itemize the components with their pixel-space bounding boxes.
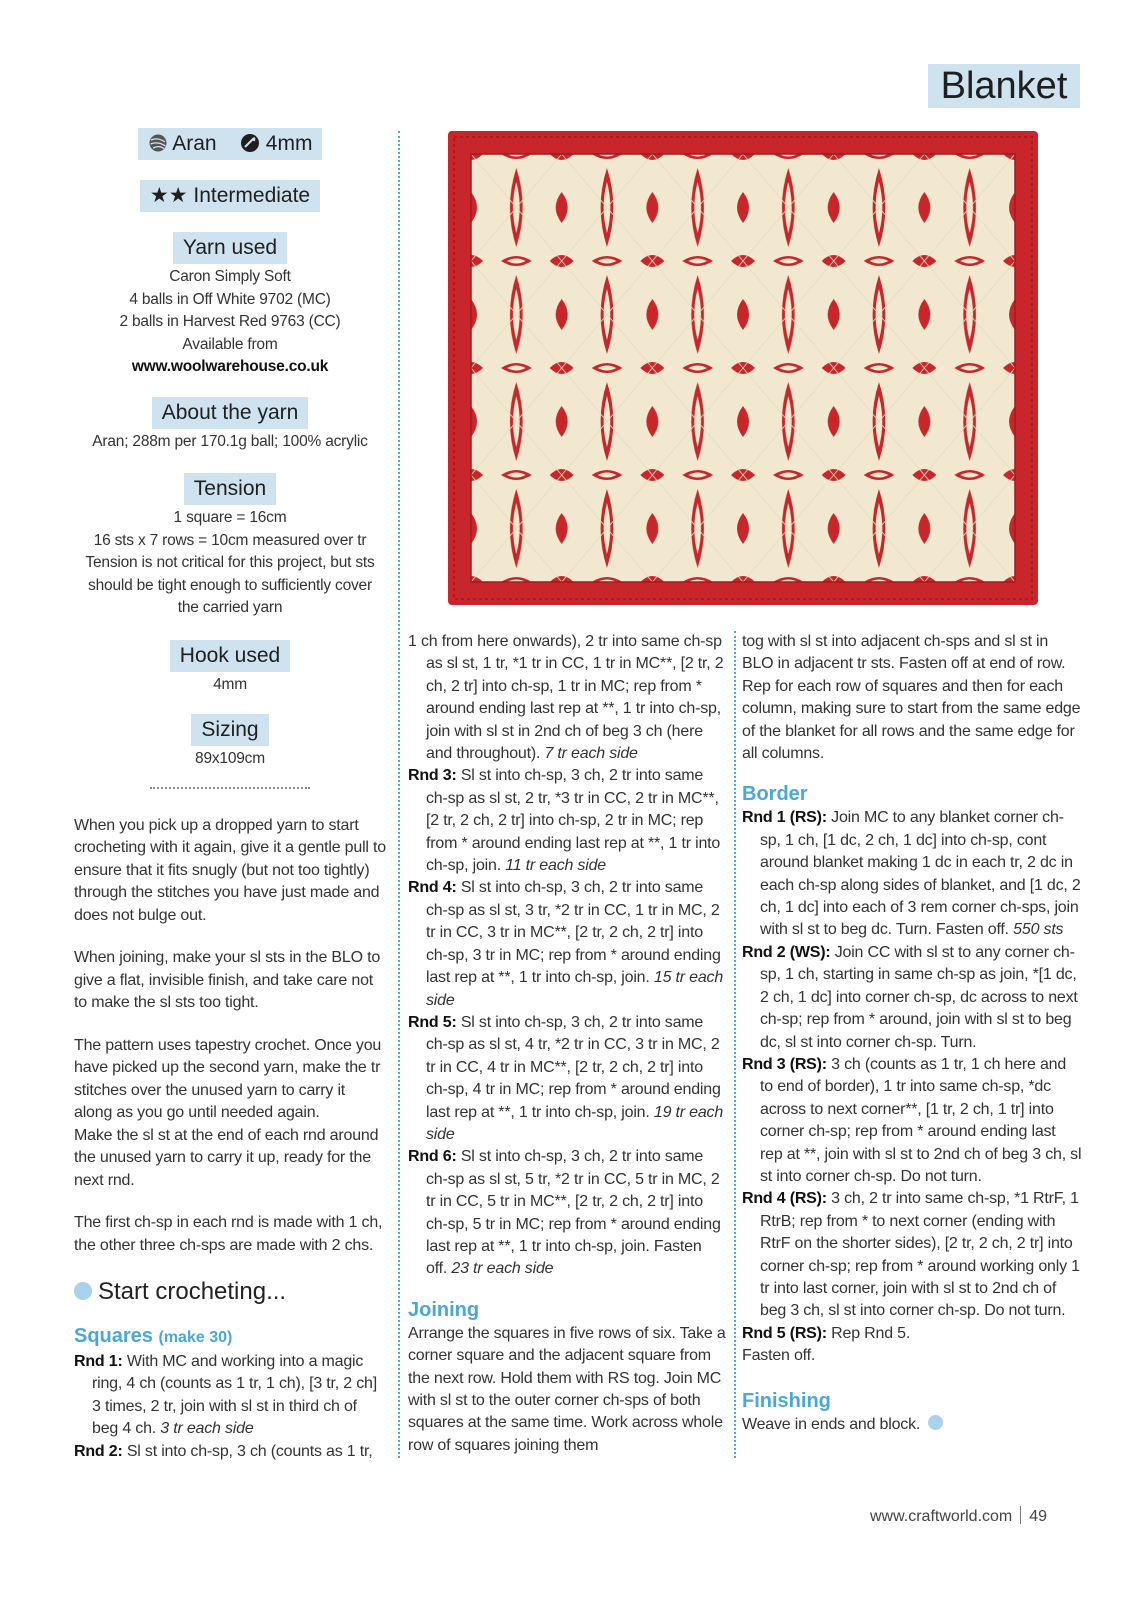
tension-heading: Tension [184, 473, 276, 505]
sizing-heading: Sizing [191, 714, 268, 746]
round-label: Rnd 1 (RS): [742, 809, 827, 827]
round-label: Rnd 5: [408, 1013, 457, 1031]
border-heading: Border [742, 783, 808, 806]
tension-block [74, 507, 386, 620]
yarn-weight-badge [138, 128, 323, 160]
hook-used-heading: Hook used [170, 640, 290, 672]
joining-text: Arrange the squares in five rows of six. Take a corner square and the adjacent square from the next row. Hold them with RS tog. Join MC with sl st to the outer corner ch-sps of both squares at the same time. Work across whole row of squares joining them [408, 1324, 726, 1454]
joining-text-cont: tog with sl st into adjacent ch-sps and sl st in BLO in adjacent tr sts. Fasten off at end of row. Rep for each row of squares and then for each column, making sure to start from the same edge of the blanket for all rows and the same edge for all columns. [742, 633, 1081, 763]
squares-round-6 [408, 1146, 726, 1280]
round-label: Rnd 5 (RS): [742, 1324, 827, 1342]
page-footer [870, 1506, 1047, 1526]
footer-divider [1020, 1506, 1021, 1524]
yarn-used-line: Available from [182, 335, 278, 353]
tip-paragraph: When joining, make your sl sts in the BLO to give a flat, invisible finish, and take care not to make the sl sts too tight. [74, 949, 381, 1011]
tip-paragraph: The pattern uses tapestry crochet. Once you have picked up the second yarn, make the tr stitches over the unused yarn to carry it along as you go until needed again. [74, 1036, 382, 1121]
tension-line: the carried yarn [177, 599, 283, 616]
border-round-3 [742, 1054, 1082, 1188]
yarn-weight: Aran [172, 132, 217, 155]
yarn-used-line: Caron Simply Soft [169, 268, 291, 285]
column-divider-left [398, 131, 400, 1458]
round-text: Join MC to any blanket corner ch-sp, 1 ch, [1 dc, 2 ch, 1 dc] into ch-sp, cont around blanket making 1 dc in each tr, 2 dc in each ch-sp along sides of blanket, and [1 dc, 2 ch, 1 dc] into each of 3 rem corner ch-sps, join with sl st to beg dc. Turn. Fasten off. [760, 809, 1081, 939]
yarn-used-line: 2 balls in Harvest Red 9763 (CC) [119, 313, 341, 330]
round-note: 15 tr each side [426, 969, 724, 1009]
tip-paragraph: Make the sl st at the end of each rnd around the unused yarn to carry it up, ready for the next rnd. [74, 1126, 379, 1189]
sizing-text: 89x109cm [195, 750, 265, 767]
yarn-shop-link[interactable]: www.woolwarehouse.co.uk [131, 358, 329, 375]
level-stars: ★★ [149, 184, 188, 207]
squares-round-2-start [74, 1441, 386, 1463]
round-note: 11 tr each side [505, 857, 606, 875]
yarn-used-block [74, 266, 386, 379]
round-text: Sl st into ch-sp, 3 ch, 2 tr into same ch-sp as sl st, 3 tr, *2 tr in CC, 1 tr in MC, 2 tr in CC, 3 tr in MC**, [2 tr, 2 ch, 2 tr] into ch-sp, 3 tr in MC; rep from * around ending last rep at **, 1 tr into ch-sp, join. [426, 879, 721, 987]
border-round-5 [742, 1323, 1082, 1345]
section-separator [150, 787, 310, 789]
footer-site[interactable]: www.craftworld.com [870, 1508, 1013, 1525]
yarn-used-line: 4 balls in Off White 9702 (MC) [129, 290, 331, 308]
round-text: Rep Rnd 5. [831, 1324, 911, 1342]
border-fasten-off: Fasten off. [742, 1347, 816, 1365]
tip-paragraph: The first ch-sp in each rnd is made with 1 ch, the other three ch-sps are made with 2 chs. [74, 1214, 383, 1254]
about-yarn-text: Aran; 288m per 170.1g ball; 100% acrylic [92, 432, 368, 450]
round-note: 550 sts [1013, 921, 1064, 939]
squares-heading [74, 1323, 386, 1351]
tip-paragraph: When you pick up a dropped yarn to start crocheting with it again, give it a gentle pull to ensure that it fits snugly (but not too tightly) through the stitches you have just made and does not bulge out. [74, 816, 386, 924]
right-column [742, 631, 1082, 1436]
round-text: Sl st into ch-sp, 3 ch (counts as 1 tr, [126, 1442, 373, 1460]
start-heading-text: Start crocheting... [98, 1278, 287, 1305]
round-label: Rnd 2: [74, 1442, 123, 1460]
hook-used-text: 4mm [213, 675, 247, 693]
tension-line: 1 square = 16cm [173, 509, 287, 526]
joining-heading: Joining [408, 1298, 480, 1321]
middle-column [408, 631, 726, 1457]
left-column [74, 128, 386, 1463]
round-label: Rnd 4 (RS): [742, 1190, 827, 1208]
yarn-ball-bullet-icon [74, 1282, 92, 1300]
round-text: 1 ch from here onwards), 2 tr into same ch-sp as sl st, 1 tr, *1 tr in CC, 1 tr in MC**, [2 tr, 2 ch, 2 tr] into ch-sp, 1 tr in MC; rep from * around ending last rep at **, 1 tr into ch-sp, join with sl st in 2nd ch of beg 3 ch (here and throughout). [408, 633, 724, 763]
round-text: 3 ch (counts as 1 tr, 1 ch here and to end of border), 1 tr into same ch-sp, *dc across to next corner**, [1 tr, 2 ch, 1 tr] into corner ch-sp; rep from * around ending last rep at **, join with sl st to 2nd ch of beg 3 ch, sl st into corner ch-sp. Do not turn. [760, 1055, 1082, 1185]
round-label: Rnd 2 (WS): [742, 943, 831, 961]
start-crocheting-heading [74, 1277, 386, 1307]
round-text: With MC and working into a magic ring, 4 ch (counts as 1 tr, 1 ch), [3 tr, 2 ch] 3 times, 2 tr, join with sl st in third ch of beg 4 ch. [92, 1353, 377, 1438]
end-yarn-ball-icon [928, 1415, 943, 1430]
column-divider-right [734, 631, 736, 1458]
border-round-1 [742, 807, 1082, 941]
blanket-photo [448, 131, 1038, 605]
round-label: Rnd 3 (RS): [742, 1055, 827, 1073]
round-text: Join CC with sl st to any corner ch-sp, 1 ch, starting in same ch-sp as join, *[1 dc, 2 ch, 1 dc] into corner ch-sp, dc across to next ch-sp; rep from * around, join with sl st to beg dc, sl st into corner ch-sp. Turn. [760, 943, 1078, 1051]
squares-round-3 [408, 765, 726, 877]
round-text: Sl st into ch-sp, 3 ch, 2 tr into same ch-sp as sl st, 4 tr, *2 tr in CC, 3 tr in MC, 2 tr in CC, 4 tr in MC**, [2 tr, 2 ch, 2 tr] into ch-sp, 4 tr in MC; rep from * around ending last rep at **, 1 tr into ch-sp, join. [426, 1013, 721, 1121]
tension-line: 16 sts x 7 rows = 10cm measured over tr [93, 531, 367, 549]
border-round-2 [742, 942, 1082, 1054]
page-title: Blanket [940, 65, 1068, 107]
finishing-text [742, 1414, 1082, 1436]
round-text: Sl st into ch-sp, 3 ch, 2 tr into same ch-sp as sl st, 2 tr, *3 tr in CC, 2 tr in MC**, [2 tr, 2 ch, 2 tr] into ch-sp, 2 tr in MC; rep from * around ending last rep at **, 1 tr into ch-sp, join. [426, 767, 721, 875]
level-label: Intermediate [193, 184, 311, 207]
round-text: 3 ch, 2 tr into same ch-sp, *1 RtrF, 1 RtrB; rep from * to next corner (ending with RtrF on the shorter sides), [2 tr, 2 ch, 2 tr] into corner ch-sp; rep from * around working only 1 tr into last corner, join with sl st to 2nd ch of beg 3 ch, sl st into corner ch-sp. Do not turn. [760, 1190, 1080, 1320]
yarn-ball-icon [148, 133, 168, 153]
border-round-4 [742, 1188, 1082, 1322]
tension-line: Tension is not critical for this project, but sts [85, 554, 375, 571]
finishing-heading: Finishing [742, 1389, 831, 1412]
hook-size: 4mm [265, 132, 313, 155]
squares-count-note: (make 30) [158, 1329, 233, 1346]
round-label: Rnd 4: [408, 879, 457, 897]
squares-round-1 [74, 1351, 386, 1441]
round-note: 19 tr each side [426, 1103, 724, 1143]
about-yarn-heading: About the yarn [152, 397, 309, 429]
tension-line: should be tight enough to sufficiently cover [88, 576, 372, 594]
round-label: Rnd 1: [74, 1353, 123, 1370]
round-label: Rnd 3: [408, 767, 457, 785]
squares-round-2-cont [408, 631, 726, 765]
round-note: 23 tr each side [451, 1260, 554, 1278]
round-note: 7 tr each side [544, 745, 638, 763]
hook-icon [240, 133, 260, 153]
finishing-text-content: Weave in ends and block. [742, 1415, 921, 1433]
round-text: Sl st into ch-sp, 3 ch, 2 tr into same ch-sp as sl st, 5 tr, *2 tr in CC, 5 tr in MC, 2 tr in CC, 5 tr in MC**, [2 tr, 2 ch, 2 tr] into ch-sp, 5 tr in MC; rep from * around ending last rep at **, 1 tr into ch-sp, join. Fasten off. [426, 1148, 721, 1278]
squares-round-4 [408, 877, 726, 1011]
squares-heading-text: Squares [74, 1325, 153, 1347]
squares-round-5 [408, 1012, 726, 1146]
page-number: 49 [1029, 1508, 1048, 1525]
yarn-used-heading: Yarn used [173, 232, 287, 264]
round-note: 3 tr each side [160, 1420, 254, 1438]
round-label: Rnd 6: [408, 1148, 457, 1166]
page-title-box [928, 64, 1080, 108]
level-badge [140, 180, 320, 212]
